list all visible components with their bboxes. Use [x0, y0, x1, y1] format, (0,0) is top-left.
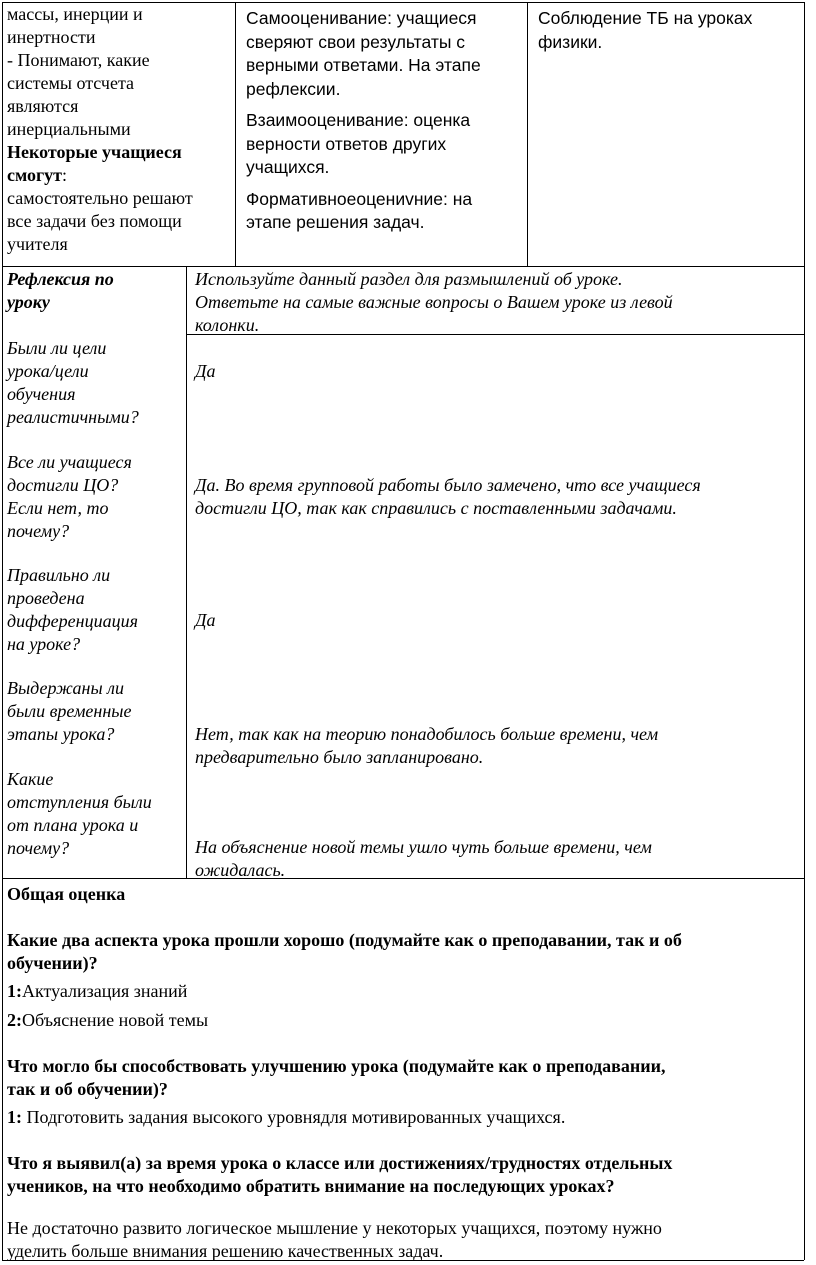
assessment-cell [246, 7, 524, 235]
table-left-border [2, 2, 3, 1260]
reflection-answer-5 [195, 836, 800, 882]
findings-question [7, 1152, 807, 1198]
reflection-question-3 [7, 564, 183, 656]
reflection-question-1 [7, 337, 183, 429]
item-text: Подготовить задания высокого уровнядля мотивированных учащихся. [22, 1107, 566, 1127]
text-line: физики. [538, 31, 603, 52]
text-line: Да [195, 361, 216, 381]
text-line: Что могло бы способствовать улучшению урока (подумайте как о преподавании, [7, 1056, 666, 1076]
reflection-answer-2 [195, 474, 800, 520]
text-line: от плана урока и [7, 815, 139, 835]
text-line: Правильно ли [7, 565, 111, 585]
text-line: На объяснение новой темы ушло чуть больше времени, чем [195, 837, 652, 857]
text-line: проведена [7, 588, 85, 608]
text-line: достигли ЦО, так как справились с поставленными задачами. [195, 498, 677, 518]
reflection-instructions [195, 268, 800, 337]
text-line: ожидалась. [195, 860, 286, 880]
item-text: Объяснение новой темы [22, 1010, 209, 1030]
text-line: системы отсчета [7, 73, 135, 93]
text-line: урока/цели [7, 361, 89, 381]
text-line: уделить больше внимания решению качественных задач. [7, 1241, 444, 1261]
text-line: обучении)? [7, 953, 98, 973]
can-heading-line [7, 164, 233, 187]
text-line: обучения [7, 384, 76, 404]
reflection-question-2 [7, 451, 183, 543]
text-line: реалистичными? [7, 407, 139, 427]
text-line: Самооценивание: учащиеся [246, 8, 477, 28]
safety-cell [538, 7, 800, 54]
text-line: Выдержаны ли [7, 678, 125, 698]
text-line: так и об обучении)? [7, 1079, 168, 1099]
reflection-question-4 [7, 677, 183, 746]
text-line: Если нет, то [7, 498, 109, 518]
good-aspect-2 [7, 1009, 807, 1032]
top-row-divider-1 [235, 2, 236, 266]
colon: : [62, 165, 68, 185]
text-line: - Понимают, какие [7, 50, 150, 70]
text-line: этапы урока? [7, 724, 115, 744]
good-aspects-question [7, 929, 807, 975]
improvement-item-1 [7, 1106, 807, 1129]
text-line: Да [195, 610, 216, 630]
text-line: Какие [7, 769, 54, 789]
item-number: 1: [7, 981, 22, 1001]
learning-outcomes-cell [7, 3, 233, 256]
text-line: самостоятельно решают [7, 188, 193, 208]
text-line: Ответьте на самые важные вопросы о Вашем уроке из левой [195, 292, 673, 312]
can-heading: смогут [7, 165, 63, 185]
text-line: дифференциация [7, 611, 138, 631]
text-line: предварительно было запланировано. [195, 747, 484, 767]
text-line: отступления были [7, 792, 152, 812]
some-students-heading: Некоторые учащиеся [7, 142, 182, 162]
text-line: Используйте данный раздел для размышлений об уроке. [195, 269, 623, 289]
text-line: на уроке? [7, 634, 81, 654]
text-line: все задачи без помощи [7, 211, 182, 231]
text-line: Были ли цели [7, 338, 107, 358]
text-line: Формативноеоцениvние: на [246, 188, 473, 209]
text-line: верными ответами. На этапе [246, 55, 481, 75]
text-line: рефлексии. [246, 78, 341, 99]
text-line: учеников, на что необходимо обратить внимание на последующих уроках? [7, 1176, 615, 1196]
top-row-bottom-border [2, 266, 804, 267]
text-line: Не достаточно развито логическое мышление у некоторых учащихся, поэтому нужно [7, 1218, 662, 1238]
text-line: сверяют свои результаты с [246, 31, 466, 52]
text-line: Нет, так как на теорию понадобилось больше времени, чем [195, 724, 659, 744]
reflection-title: уроку [7, 292, 50, 312]
text-line: Какие два аспекта урока прошли хорошо (подумайте как о преподавании, так и об [7, 930, 682, 950]
findings-answer [7, 1217, 807, 1263]
reflection-answer-3 [195, 609, 800, 632]
text-line: учащихся. [246, 157, 330, 177]
general-assessment-title: Общая оценка [7, 884, 126, 904]
item-number: 1: [7, 1107, 22, 1127]
reflection-answer-1 [195, 360, 800, 383]
reflection-title: Рефлексия по [7, 269, 114, 289]
reflection-questions-column [7, 268, 183, 314]
item-number: 2: [7, 1010, 22, 1030]
top-row-divider-2 [527, 2, 528, 266]
text-line: Соблюдение ТБ на уроках [538, 8, 753, 28]
text-line: учителя [7, 234, 68, 254]
text-line: верности ответов других [246, 133, 447, 154]
good-aspect-1 [7, 980, 807, 1003]
text-line: Да. Во время групповой работы было замечено, что все учащиеся [195, 475, 701, 495]
text-line: Взаимооценивание: оценка [246, 110, 471, 130]
text-line: достигли ЦО? [7, 475, 119, 495]
text-line: почему? [7, 838, 70, 858]
text-line: Что я выявил(а) за время урока о классе или достижениях/трудностях отдельных [7, 1153, 673, 1173]
text-line: массы, инерции и [7, 4, 143, 24]
improvement-question [7, 1055, 807, 1101]
text-line: были временные [7, 701, 132, 721]
reflection-question-5 [7, 768, 183, 860]
text-line: являются [7, 96, 79, 116]
text-line: этапе решения задач. [246, 212, 425, 232]
text-line: колонки. [195, 315, 260, 335]
text-line: инертности [7, 27, 96, 47]
text-line: почему? [7, 521, 70, 541]
text-line: Все ли учащиеся [7, 452, 132, 472]
text-line: инерциальными [7, 119, 131, 139]
reflection-answer-4 [195, 723, 800, 769]
item-text: Актуализация знаний [22, 981, 188, 1001]
reflection-divider [186, 266, 187, 878]
